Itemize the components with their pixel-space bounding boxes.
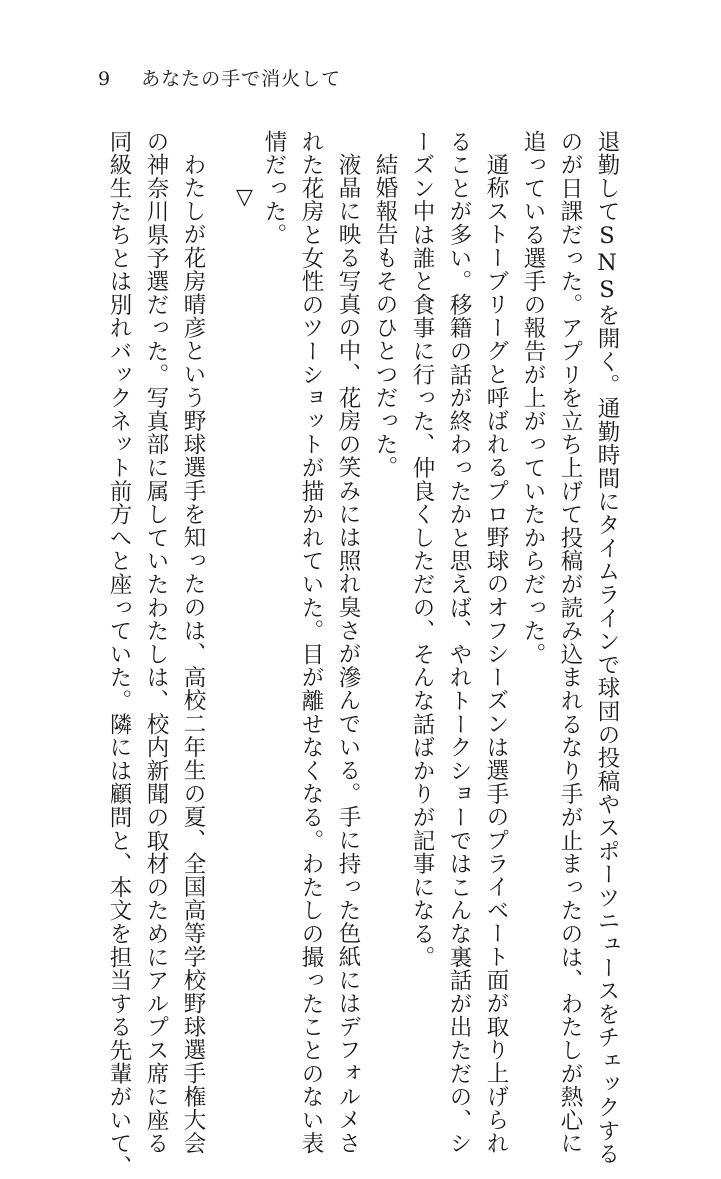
chapter-title: あなたの手で消火して — [141, 68, 342, 90]
text-column: 結婚報告もそのひとつだった。 — [372, 153, 398, 480]
page-number: 9 — [98, 68, 112, 90]
text-column: 同級生たちとは別れバックネット前方へと座っていた。隣には顧問と、本文を担当する先輩がいて、 — [106, 130, 132, 1179]
text-column: 追っている選手の報告が上がっていたからだった。 — [520, 130, 546, 666]
text-column: わたしが花房晴彦という野球選手を知ったのは、高校二年生の夏、全国高等学校野球選手権大会 — [180, 153, 206, 1155]
section-separator: ▽ — [232, 185, 257, 210]
text-column: のが日課だった。アプリを立ち上げて投稿が読み込まれるなり手が止まったのは、わたしが熱心に — [557, 130, 583, 1156]
text-column: ることが多い。移籍の話が終わったかと思えば、やれトークショーではこんな裏話が出ただの、シ — [446, 130, 472, 1156]
page-header — [98, 64, 341, 91]
text-column: 退勤してSNSを開く。通勤時間にタイムラインで球団の投稿やスポーツニュースをチェックする — [594, 130, 620, 1166]
text-column: の神奈川県予選だった。写真部に属していたわたしは、校内新聞の取材のためにアルプス席に座る — [143, 130, 169, 1156]
text-column: 液晶に映る写真の中、花房の笑みには照れ臭さが滲んでいる。手に持った色紙にはデフォルメさ — [335, 153, 361, 1155]
text-column: 通称ストーブリーグと呼ばれるプロ野球のオフシーズンは選手のプライベート面が取り上げられ — [483, 153, 509, 1155]
text-column: れた花房と女性のツーショットが描かれていた。目が離せなくなる。わたしの撮ったことのない表 — [298, 130, 324, 1156]
text-column: ーズン中は誰と食事に行った、仲良くしただの、そんな話ばかりが記事になる。 — [409, 130, 435, 969]
text-column: 情だった。 — [261, 130, 287, 247]
